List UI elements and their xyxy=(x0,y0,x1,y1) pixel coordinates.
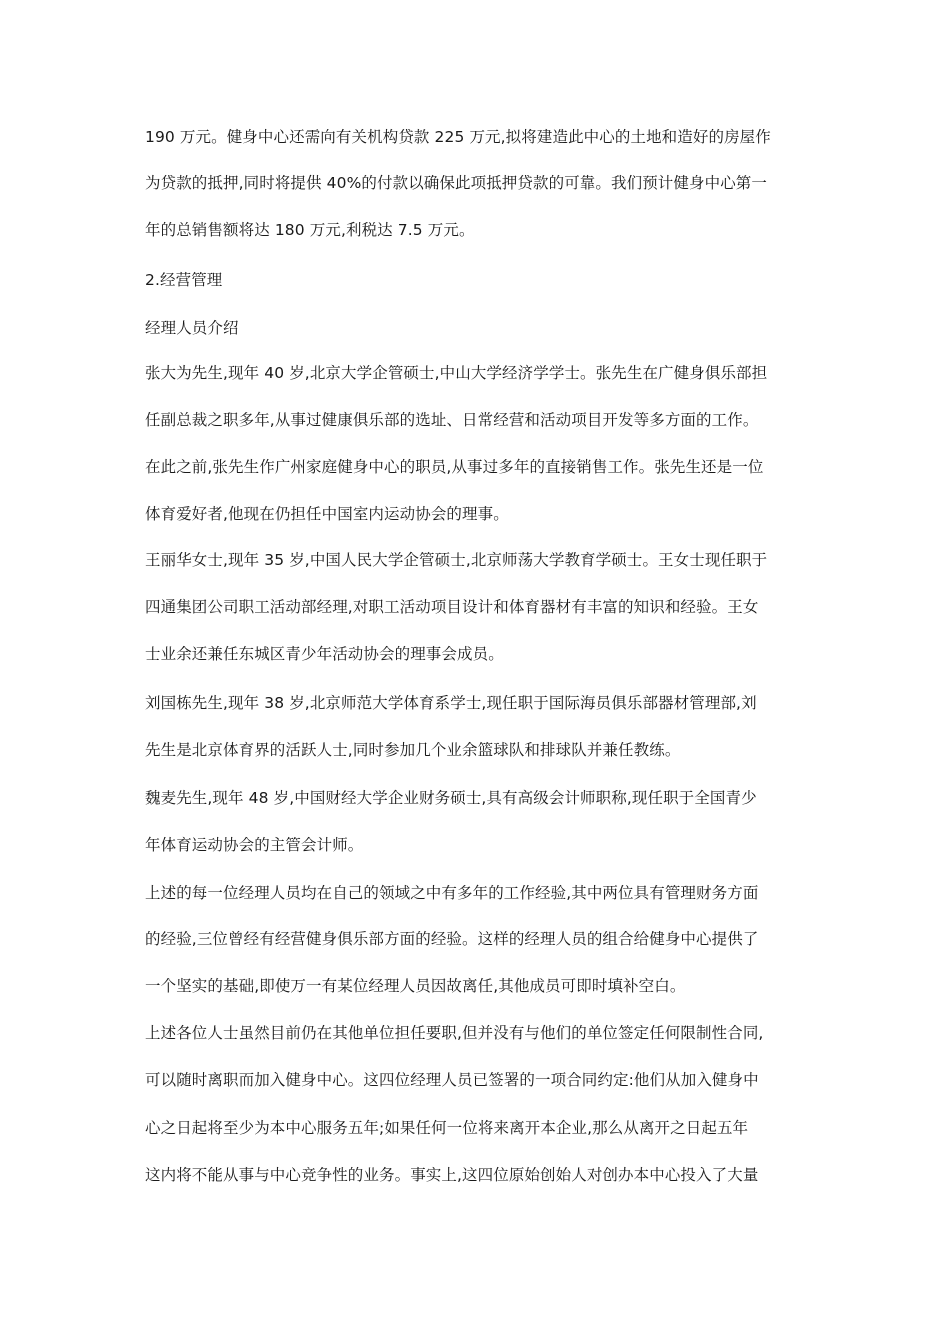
text-line: 为贷款的抵押,同时将提供 40%的付款以确保此项抵押贷款的可靠。我们预计健身中心第一 xyxy=(145,174,768,192)
text-line: 年体育运动协会的主管会计师。 xyxy=(145,836,364,854)
text-line: 士业余还兼任东城区青少年活动协会的理事会成员。 xyxy=(145,645,504,663)
text-line: 心之日起将至少为本中心服务五年;如果任何一位将来离开本企业,那么从离开之日起五年 xyxy=(145,1119,749,1137)
text-line: 上述的每一位经理人员均在自己的领域之中有多年的工作经验,其中两位具有管理财务方面 xyxy=(145,884,759,902)
text-line: 在此之前,张先生作广州家庭健身中心的职员,从事过多年的直接销售工作。张先生还是一位 xyxy=(145,458,764,476)
text-line: 四通集团公司职工活动部经理,对职工活动项目设计和体育器材有丰富的知识和经验。王女 xyxy=(145,598,759,616)
text-line: 先生是北京体育界的活跃人士,同时参加几个业余篮球队和排球队并兼任教练。 xyxy=(145,741,681,759)
text-line: 190 万元。健身中心还需向有关机构贷款 225 万元,拟将建造此中心的土地和造好的房屋作 xyxy=(145,128,771,146)
text-line: 王丽华女士,现年 35 岁,中国人民大学企管硕士,北京师荡大学教育学硕士。王女士现任职于 xyxy=(145,551,768,569)
subsection-heading: 经理人员介绍 xyxy=(145,319,239,337)
text-line: 体育爱好者,他现在仍担任中国室内运动协会的理事。 xyxy=(145,505,509,523)
text-line: 可以随时离职而加入健身中心。这四位经理人员已签署的一项合同约定:他们从加入健身中 xyxy=(145,1071,759,1089)
text-line: 张大为先生,现年 40 岁,北京大学企管硕士,中山大学经济学学士。张先生在广健身俱乐部担 xyxy=(145,364,768,382)
section-heading: 2.经营管理 xyxy=(145,271,223,289)
text-line: 的经验,三位曾经有经营健身俱乐部方面的经验。这样的经理人员的组合给健身中心提供了 xyxy=(145,930,759,948)
text-line: 刘国栋先生,现年 38 岁,北京师范大学体育系学士,现任职于国际海员俱乐部器材管理部,刘 xyxy=(145,694,757,712)
text-line: 上述各位人士虽然目前仍在其他单位担任要职,但并没有与他们的单位签定任何限制性合同, xyxy=(145,1024,764,1042)
text-line: 这内将不能从事与中心竞争性的业务。事实上,这四位原始创始人对创办本中心投入了大量 xyxy=(145,1166,759,1184)
text-line: 年的总销售额将达 180 万元,利税达 7.5 万元。 xyxy=(145,221,475,239)
text-line: 一个坚实的基础,即使万一有某位经理人员因故离任,其他成员可即时填补空白。 xyxy=(145,977,686,995)
text-line: 魏麦先生,现年 48 岁,中国财经大学企业财务硕士,具有高级会计师职称,现任职于全国青少 xyxy=(145,789,757,807)
text-line: 任副总裁之职多年,从事过健康俱乐部的选址、日常经营和活动项目开发等多方面的工作。 xyxy=(145,411,759,429)
